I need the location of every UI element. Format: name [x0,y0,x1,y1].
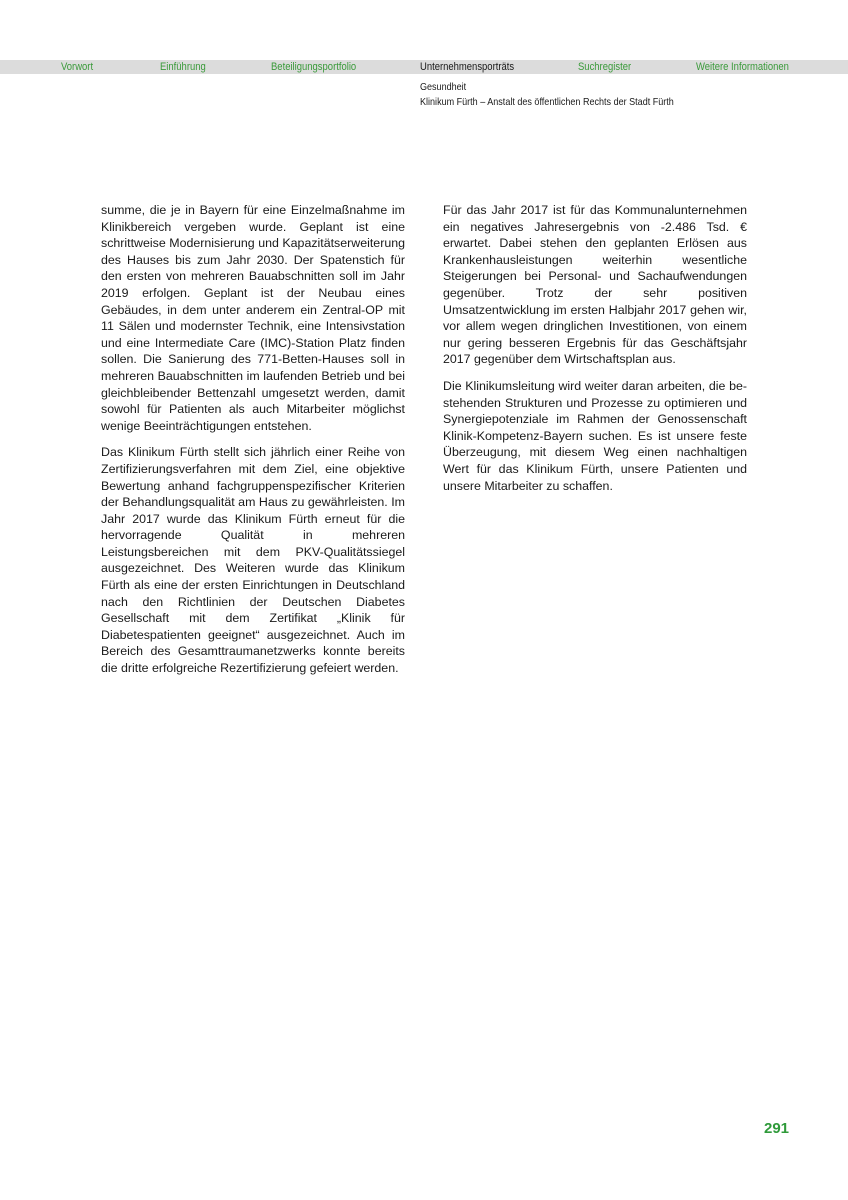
nav-item-unternehmensportraets[interactable]: Unternehmensporträts [420,61,515,73]
nav-item-einfuehrung[interactable]: Einführung [160,61,206,73]
paragraph: Die Klinikumsleitung wird weiter daran arbeiten, die bestehenden Strukturen und Prozesse zu optimieren und Synergiepotenziale im Rahmen der Genossenschaft Klinik-Kompetenz-Bayern suchen. Es ist unsere feste Überzeugung, mit diesem Weg einen nachhaltigen Wert für das Klinikum Fürth, unsere Patienten und unsere Mitarbeiter zu schaffen. [443,378,747,493]
paragraph: summe, die je in Bayern für eine Einzelmaßnahme im Klinikbereich vergeben wurde. Geplant ist eine schrittweise Modernisierung und Kapazitätserweiterung des Hauses bis zum Jahr 2030. Der Spatenstich für den ersten von mehreren Bauabschnitten soll im Jahr 2019 erfolgen. Geplant ist der Neubau eines Gebäudes, in dem unter anderem ein Zentral-OP mit 11 Sälen und modernster Technik, eine Intensivstation und eine Intermediate Care (IMC)-Station Platz finden sollen. Die Sanierung des 771-Betten-Hauses soll in mehreren Bauabschnitten im laufenden Betrieb und bei gleichbleibender Bettenzahl umgesetzt werden, damit sowohl für Patienten als auch Mitarbeiter möglichst wenige Beeinträchtigungen entstehen. [101,203,405,433]
text-column-left [101,202,405,687]
paragraph: Das Klinikum Fürth stellt sich jährlich einer Reihe von Zertifizierungsverfahren mit dem Ziel, eine objektive Bewertung anhand fachgruppenspezifischer Kriterien der Behandlungsqualität am Haus zu gewährleisten. Im Jahr 2017 wurde das Klinikum Fürth erneut für die hervorragende Qualität in mehreren Leistungsbereichen mit dem PKV-Qualitätssiegel ausgezeichnet. Des Weiteren wurde das Klinikum Fürth als eine der ersten Einrichtungen in Deutschland nach den Richtlinien der Deutschen Diabetes Gesellschaft mit dem Zertifikat „Klinik für Diabetespatienten geeignet“ ausgezeichnet. Auch im Bereich des Gesamttraumanetzwerks konnte bereits die dritte erfolgreiche Rezertifizierung gefeiert werden. [101,445,405,676]
nav-item-beteiligungsportfolio[interactable]: Beteiligungsportfolio [271,61,357,73]
text-column-right [443,202,747,504]
nav-item-vorwort[interactable]: Vorwort [61,61,94,73]
running-header [420,80,674,110]
section-title: Gesundheit [420,81,467,93]
nav-item-suchregister[interactable]: Suchregister [578,61,632,73]
company-title: Klinikum Fürth – Anstalt des öffentlichen Rechts der Stadt Fürth [420,96,674,108]
paragraph: Für das Jahr 2017 ist für das Kommunalunternehmen ein negatives Jahresergebnis von -2.486 Tsd. € erwartet. Dabei stehen den geplanten Erlösen aus Krankenhausleistungen weiterhin wesentliche Steigerungen bei Personal- und Sachaufwendungen gegenüber. Trotz der sehr positiven Umsatzentwicklung im ersten Halbjahr 2017 gehen wir, vor allem wegen dringlichen Investitionen, von einem nur gering besseren Ergebnis für das Geschäftsjahr 2017 gegenüber dem Wirtschaftsplan aus. [443,203,747,367]
nav-item-weitere-informationen[interactable]: Weitere Informationen [696,61,789,73]
page-number: 291 [764,1120,790,1137]
top-navigation-bar [0,60,848,74]
